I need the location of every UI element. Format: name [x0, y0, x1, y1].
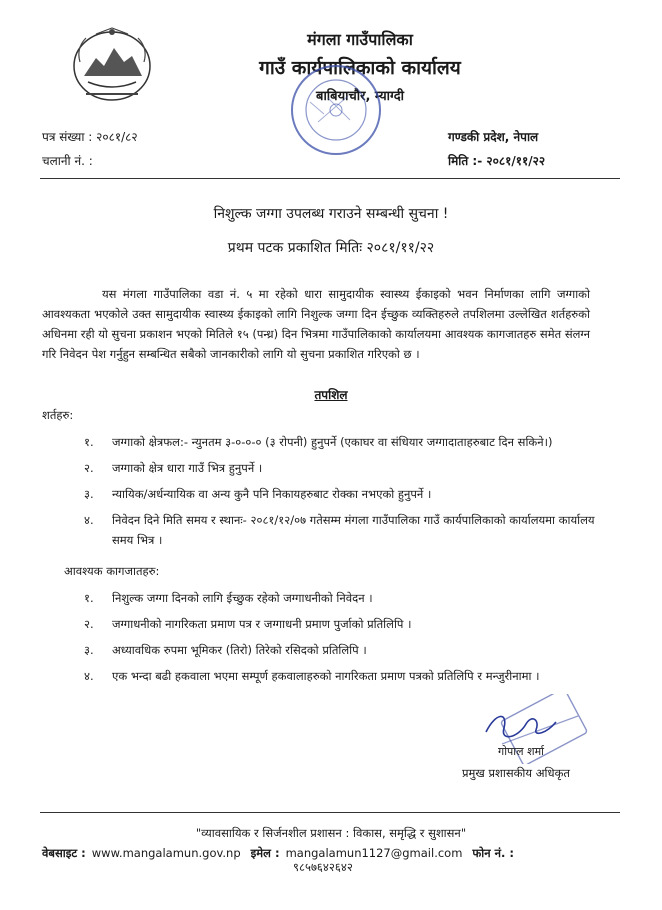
list-item: [84, 666, 604, 686]
signatory-title: प्रमुख प्रशासकीय अधिकृत: [462, 766, 570, 780]
phone-label: फोन नं. :: [472, 846, 515, 860]
list-text: निवेदन दिने मिति समय र स्थानः- २०८१/१२/०७ गतेसम्म मंगला गाउँपालिका गाउँ कार्यपालिकाको कार्यालयमा कार्यालय समय भित्र ।: [112, 513, 595, 547]
documents-label: आवश्यक कागजातहरु:: [64, 564, 160, 578]
list-number: ४.: [84, 669, 94, 683]
list-item: [84, 432, 604, 452]
list-number: ३.: [84, 487, 94, 501]
footer-slogan: "व्यावसायिक र सिर्जनशील प्रशासन : विकास, समृद्धि र सुशासन": [195, 826, 467, 840]
footer-divider: [40, 812, 620, 813]
province: गण्डकी प्रदेश, नेपाल: [448, 130, 539, 144]
conditions-label: शर्तहरु:: [42, 408, 74, 422]
list-item: [84, 458, 604, 478]
website-label: वेबसाइट :: [42, 846, 86, 860]
list-number: ३.: [84, 643, 94, 657]
list-text: अध्यावधिक रुपमा भूमिकर (तिरो) तिरेको रसिदको प्रतिलिपि ।: [112, 643, 367, 657]
letter-date: मिति :- २०८१/११/२२: [448, 154, 546, 168]
footer-contact: [42, 846, 520, 861]
email-link[interactable]: mangalamun1127@gmail.com: [285, 846, 463, 860]
municipality-name: मंगला गाउँपालिका: [307, 30, 413, 49]
list-number: १.: [84, 435, 94, 449]
notice-body: यस मंगला गाउँपालिका वडा नं. ५ मा रहेको धारा सामुदायीक स्वास्थ्य ईकाइको भवन निर्माणका लागि जग्गाको आवश्यकता भएकोले उक्त सामुदायीक स्वास्थ्य ईकाइको लागि निशुल्क जग्गा दिन ईच्छुक व्यक्तिहरुले तपशिलमा उल्लेखित शर्तहरुको अधिनमा रही यो सुचना प्रकाशन भएको मितिले १५ (पन्ध्र) दिन भित्रमा गाउँपालिकाको कार्यालयमा आवश्यक कागजातहरु समेत संलग्न गरि निवेदन पेश गर्नुहुन सम्बन्धित सबैको जानकारीको लागि यो सुचना प्रकाशित गरिएको छ ।: [42, 287, 590, 361]
list-number: १.: [84, 591, 94, 605]
list-item: [84, 484, 604, 504]
documents-list: [84, 588, 604, 692]
phone-number: ९८५७६४२६४२: [293, 860, 353, 874]
website-link[interactable]: www.mangalamun.gov.np: [91, 846, 241, 860]
list-text: न्यायिक/अर्धन्यायिक वा अन्य कुनै पनि निकायहरुबाट रोक्का नभएको हुनुपर्ने ।: [112, 487, 432, 501]
list-number: ४.: [84, 513, 94, 527]
office-stamp-icon: [288, 62, 384, 158]
list-item: [84, 510, 604, 550]
nepal-emblem-icon: [66, 22, 158, 106]
list-item: [84, 640, 604, 660]
list-text: जग्गाको क्षेत्र धारा गाउँ भित्र हुनुपर्ने ।: [112, 461, 263, 475]
notice-title: निशुल्क जग्गा उपलब्ध गराउने सम्बन्धी सुचना !: [213, 206, 449, 222]
conditions-list: [84, 432, 604, 556]
header-divider: [40, 178, 620, 179]
list-text: जग्गाधनीको नागरिकता प्रमाण पत्र र जग्गाधनी प्रमाण पुर्जाको प्रतिलिपि ।: [112, 617, 412, 631]
list-number: २.: [84, 617, 94, 631]
office-name: गाउँ कार्यपालिकाको कार्यालय: [259, 57, 461, 79]
office-address: बाबियाचौर, म्याग्दी: [316, 89, 404, 104]
list-item: [84, 614, 604, 634]
dispatch-number: चलानी नं. :: [42, 154, 93, 168]
list-text: जग्गाको क्षेत्रफल:- न्युनतम ३-०-०-० (३ रोपनी) हुनुपर्ने (एकाघर वा संधियार जग्गादाताहरुबाट दिन सकिने।): [112, 435, 553, 449]
list-text: एक भन्दा बढी हकवाला भएमा सम्पूर्ण हकवालाहरुको नागरिकता प्रमाण पत्रको प्रतिलिपि र मन्जुरीनामा ।: [112, 669, 540, 683]
signatory-name: गोपाल शर्मा: [498, 745, 545, 758]
email-label: इमेल :: [250, 846, 280, 860]
published-date: प्रथम पटक प्रकाशित मितिः २०८१/११/२२: [227, 240, 435, 256]
list-number: २.: [84, 461, 94, 475]
letter-number: पत्र संख्या : २०८१/८२: [42, 130, 138, 144]
details-heading: तपशिल: [314, 388, 348, 402]
list-item: [84, 588, 604, 608]
list-text: निशुल्क जग्गा दिनको लागि ईच्छुक रहेको जग्गाधनीको निवेदन ।: [112, 591, 373, 605]
